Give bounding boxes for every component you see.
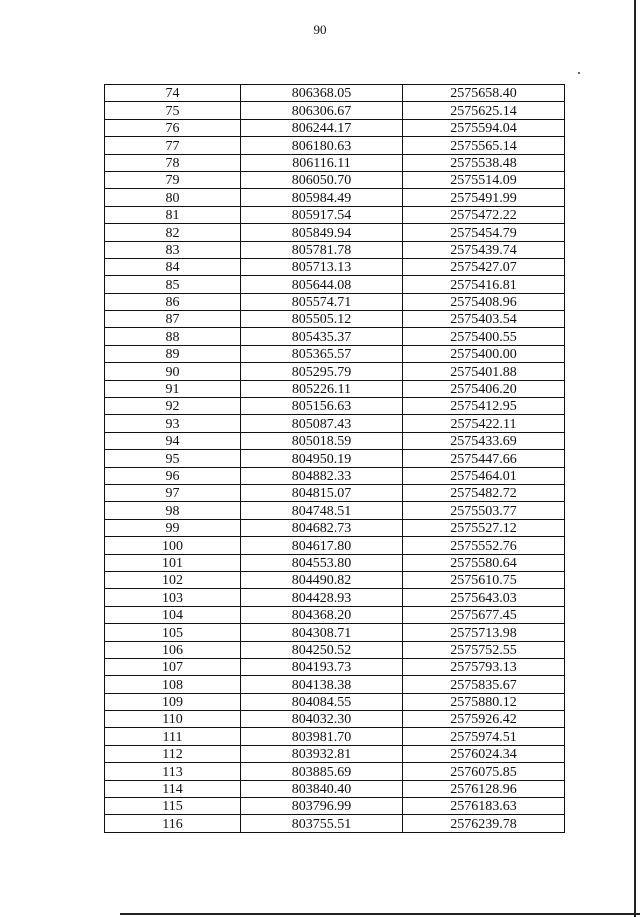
table-row xyxy=(105,798,565,815)
y-coordinate-cell: 2575447.66 xyxy=(403,450,565,467)
x-coordinate-cell: 804682.73 xyxy=(241,519,403,536)
table-row xyxy=(105,589,565,606)
table-row xyxy=(105,606,565,623)
point-number-cell: 82 xyxy=(105,224,241,241)
table-row xyxy=(105,780,565,797)
table-row xyxy=(105,745,565,762)
table-row xyxy=(105,102,565,119)
point-number-cell: 93 xyxy=(105,415,241,432)
x-coordinate-cell: 804950.19 xyxy=(241,450,403,467)
scan-edge-bottom xyxy=(120,913,640,915)
y-coordinate-cell: 2575974.51 xyxy=(403,728,565,745)
table-row xyxy=(105,293,565,310)
y-coordinate-cell: 2575464.01 xyxy=(403,467,565,484)
y-coordinate-cell: 2575400.55 xyxy=(403,328,565,345)
point-number-cell: 108 xyxy=(105,676,241,693)
y-coordinate-cell: 2575400.00 xyxy=(403,345,565,362)
y-coordinate-cell: 2575677.45 xyxy=(403,606,565,623)
table-row xyxy=(105,241,565,258)
x-coordinate-cell: 804617.80 xyxy=(241,537,403,554)
table-row xyxy=(105,693,565,710)
x-coordinate-cell: 804368.20 xyxy=(241,606,403,623)
table-row xyxy=(105,119,565,136)
y-coordinate-cell: 2575835.67 xyxy=(403,676,565,693)
y-coordinate-cell: 2575427.07 xyxy=(403,258,565,275)
table-row xyxy=(105,189,565,206)
table-row xyxy=(105,258,565,275)
point-number-cell: 90 xyxy=(105,363,241,380)
x-coordinate-cell: 804308.71 xyxy=(241,624,403,641)
table-row xyxy=(105,311,565,328)
y-coordinate-cell: 2575926.42 xyxy=(403,711,565,728)
table-row xyxy=(105,554,565,571)
point-number-cell: 104 xyxy=(105,606,241,623)
x-coordinate-cell: 804084.55 xyxy=(241,693,403,710)
point-number-cell: 111 xyxy=(105,728,241,745)
table-row xyxy=(105,641,565,658)
table-row xyxy=(105,154,565,171)
point-number-cell: 100 xyxy=(105,537,241,554)
table-row xyxy=(105,206,565,223)
y-coordinate-cell: 2575793.13 xyxy=(403,658,565,675)
table-row xyxy=(105,398,565,415)
x-coordinate-cell: 803885.69 xyxy=(241,763,403,780)
y-coordinate-cell: 2575752.55 xyxy=(403,641,565,658)
x-coordinate-cell: 804882.33 xyxy=(241,467,403,484)
x-coordinate-cell: 805849.94 xyxy=(241,224,403,241)
point-number-cell: 81 xyxy=(105,206,241,223)
scan-mark xyxy=(578,72,580,74)
coordinate-table-container xyxy=(104,84,564,833)
point-number-cell: 83 xyxy=(105,241,241,258)
x-coordinate-cell: 805087.43 xyxy=(241,415,403,432)
point-number-cell: 115 xyxy=(105,798,241,815)
scan-edge-right xyxy=(634,0,636,917)
table-row xyxy=(105,624,565,641)
point-number-cell: 101 xyxy=(105,554,241,571)
table-row xyxy=(105,763,565,780)
x-coordinate-cell: 805984.49 xyxy=(241,189,403,206)
y-coordinate-cell: 2575880.12 xyxy=(403,693,565,710)
table-row xyxy=(105,415,565,432)
x-coordinate-cell: 804032.30 xyxy=(241,711,403,728)
x-coordinate-cell: 804250.52 xyxy=(241,641,403,658)
point-number-cell: 99 xyxy=(105,519,241,536)
y-coordinate-cell: 2575580.64 xyxy=(403,554,565,571)
table-row xyxy=(105,537,565,554)
table-row xyxy=(105,276,565,293)
point-number-cell: 106 xyxy=(105,641,241,658)
x-coordinate-cell: 806116.11 xyxy=(241,154,403,171)
x-coordinate-cell: 806180.63 xyxy=(241,137,403,154)
y-coordinate-cell: 2576024.34 xyxy=(403,745,565,762)
table-row xyxy=(105,502,565,519)
y-coordinate-cell: 2575406.20 xyxy=(403,380,565,397)
point-number-cell: 114 xyxy=(105,780,241,797)
y-coordinate-cell: 2575408.96 xyxy=(403,293,565,310)
table-row xyxy=(105,380,565,397)
y-coordinate-cell: 2575610.75 xyxy=(403,571,565,588)
x-coordinate-cell: 806244.17 xyxy=(241,119,403,136)
point-number-cell: 80 xyxy=(105,189,241,206)
point-number-cell: 85 xyxy=(105,276,241,293)
point-number-cell: 103 xyxy=(105,589,241,606)
point-number-cell: 109 xyxy=(105,693,241,710)
y-coordinate-cell: 2575403.54 xyxy=(403,311,565,328)
x-coordinate-cell: 805781.78 xyxy=(241,241,403,258)
y-coordinate-cell: 2575658.40 xyxy=(403,85,565,102)
y-coordinate-cell: 2575491.99 xyxy=(403,189,565,206)
x-coordinate-cell: 803932.81 xyxy=(241,745,403,762)
page-number: 90 xyxy=(313,22,327,37)
y-coordinate-cell: 2576128.96 xyxy=(403,780,565,797)
table-row xyxy=(105,519,565,536)
x-coordinate-cell: 806368.05 xyxy=(241,85,403,102)
x-coordinate-cell: 805574.71 xyxy=(241,293,403,310)
x-coordinate-cell: 804748.51 xyxy=(241,502,403,519)
y-coordinate-cell: 2575416.81 xyxy=(403,276,565,293)
point-number-cell: 84 xyxy=(105,258,241,275)
point-number-cell: 113 xyxy=(105,763,241,780)
x-coordinate-cell: 805156.63 xyxy=(241,398,403,415)
y-coordinate-cell: 2575552.76 xyxy=(403,537,565,554)
x-coordinate-cell: 805917.54 xyxy=(241,206,403,223)
y-coordinate-cell: 2575482.72 xyxy=(403,484,565,501)
table-row xyxy=(105,571,565,588)
x-coordinate-cell: 803796.99 xyxy=(241,798,403,815)
point-number-cell: 94 xyxy=(105,432,241,449)
x-coordinate-cell: 803840.40 xyxy=(241,780,403,797)
table-row xyxy=(105,85,565,102)
x-coordinate-cell: 803981.70 xyxy=(241,728,403,745)
x-coordinate-cell: 805505.12 xyxy=(241,311,403,328)
table-row xyxy=(105,363,565,380)
table-row xyxy=(105,328,565,345)
x-coordinate-cell: 805435.37 xyxy=(241,328,403,345)
table-row xyxy=(105,450,565,467)
point-number-cell: 116 xyxy=(105,815,241,832)
x-coordinate-cell: 804193.73 xyxy=(241,658,403,675)
point-number-cell: 78 xyxy=(105,154,241,171)
y-coordinate-cell: 2575439.74 xyxy=(403,241,565,258)
x-coordinate-cell: 805644.08 xyxy=(241,276,403,293)
x-coordinate-cell: 806306.67 xyxy=(241,102,403,119)
point-number-cell: 75 xyxy=(105,102,241,119)
y-coordinate-cell: 2575594.04 xyxy=(403,119,565,136)
x-coordinate-cell: 804815.07 xyxy=(241,484,403,501)
point-number-cell: 96 xyxy=(105,467,241,484)
table-row xyxy=(105,711,565,728)
x-coordinate-cell: 804490.82 xyxy=(241,571,403,588)
table-row xyxy=(105,658,565,675)
y-coordinate-cell: 2575454.79 xyxy=(403,224,565,241)
x-coordinate-cell: 804428.93 xyxy=(241,589,403,606)
y-coordinate-cell: 2575433.69 xyxy=(403,432,565,449)
y-coordinate-cell: 2575565.14 xyxy=(403,137,565,154)
point-number-cell: 79 xyxy=(105,171,241,188)
point-number-cell: 76 xyxy=(105,119,241,136)
table-row xyxy=(105,137,565,154)
point-number-cell: 112 xyxy=(105,745,241,762)
point-number-cell: 87 xyxy=(105,311,241,328)
point-number-cell: 102 xyxy=(105,571,241,588)
point-number-cell: 92 xyxy=(105,398,241,415)
table-row xyxy=(105,467,565,484)
y-coordinate-cell: 2575401.88 xyxy=(403,363,565,380)
y-coordinate-cell: 2575713.98 xyxy=(403,624,565,641)
table-row xyxy=(105,345,565,362)
point-number-cell: 95 xyxy=(105,450,241,467)
table-row xyxy=(105,815,565,832)
point-number-cell: 77 xyxy=(105,137,241,154)
x-coordinate-cell: 804138.38 xyxy=(241,676,403,693)
point-number-cell: 98 xyxy=(105,502,241,519)
x-coordinate-cell: 805295.79 xyxy=(241,363,403,380)
y-coordinate-cell: 2575514.09 xyxy=(403,171,565,188)
table-row xyxy=(105,224,565,241)
point-number-cell: 105 xyxy=(105,624,241,641)
table-row xyxy=(105,171,565,188)
y-coordinate-cell: 2575422.11 xyxy=(403,415,565,432)
y-coordinate-cell: 2575503.77 xyxy=(403,502,565,519)
y-coordinate-cell: 2576075.85 xyxy=(403,763,565,780)
point-number-cell: 88 xyxy=(105,328,241,345)
coordinate-table-body xyxy=(105,85,565,833)
y-coordinate-cell: 2575412.95 xyxy=(403,398,565,415)
point-number-cell: 89 xyxy=(105,345,241,362)
x-coordinate-cell: 804553.80 xyxy=(241,554,403,571)
x-coordinate-cell: 805365.57 xyxy=(241,345,403,362)
table-row xyxy=(105,676,565,693)
point-number-cell: 74 xyxy=(105,85,241,102)
y-coordinate-cell: 2575472.22 xyxy=(403,206,565,223)
point-number-cell: 110 xyxy=(105,711,241,728)
point-number-cell: 107 xyxy=(105,658,241,675)
point-number-cell: 97 xyxy=(105,484,241,501)
y-coordinate-cell: 2576183.63 xyxy=(403,798,565,815)
x-coordinate-cell: 803755.51 xyxy=(241,815,403,832)
point-number-cell: 86 xyxy=(105,293,241,310)
y-coordinate-cell: 2575643.03 xyxy=(403,589,565,606)
table-row xyxy=(105,484,565,501)
point-number-cell: 91 xyxy=(105,380,241,397)
x-coordinate-cell: 806050.70 xyxy=(241,171,403,188)
table-row xyxy=(105,728,565,745)
x-coordinate-cell: 805018.59 xyxy=(241,432,403,449)
y-coordinate-cell: 2575538.48 xyxy=(403,154,565,171)
table-row xyxy=(105,432,565,449)
y-coordinate-cell: 2575527.12 xyxy=(403,519,565,536)
coordinate-table xyxy=(104,84,565,833)
x-coordinate-cell: 805226.11 xyxy=(241,380,403,397)
x-coordinate-cell: 805713.13 xyxy=(241,258,403,275)
y-coordinate-cell: 2576239.78 xyxy=(403,815,565,832)
y-coordinate-cell: 2575625.14 xyxy=(403,102,565,119)
